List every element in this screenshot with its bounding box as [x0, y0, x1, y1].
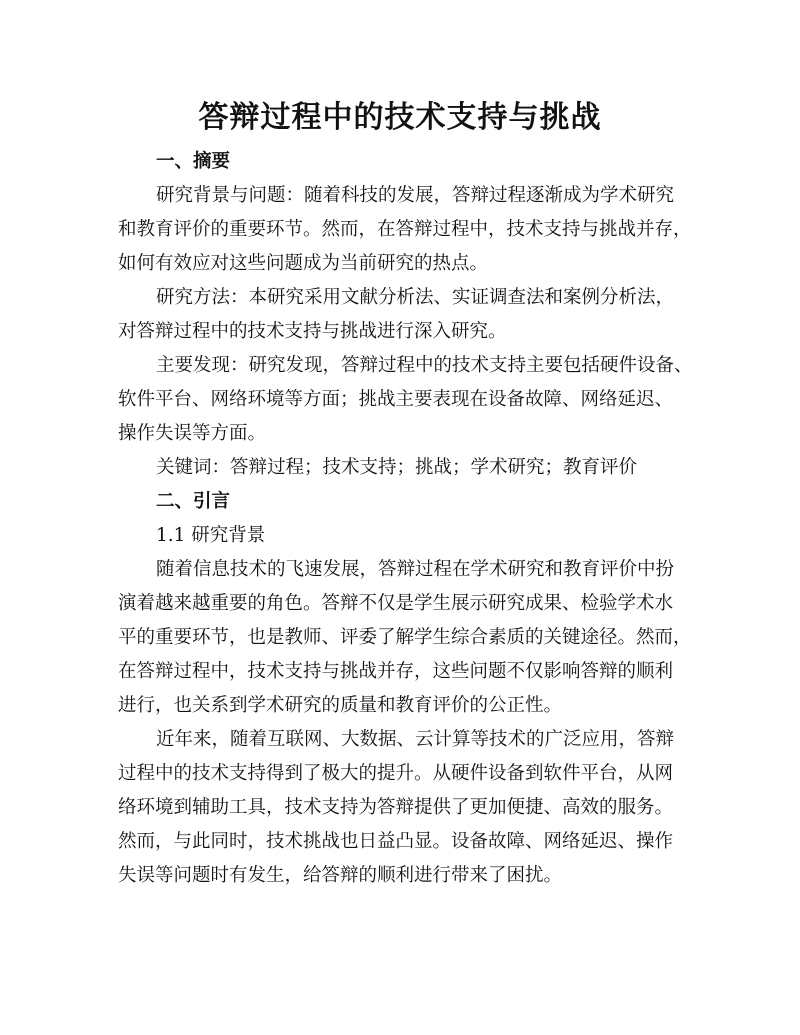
text-line: 在答辩过程中，技术支持与挑战并存，这些问题不仅影响答辩的顺利 [118, 661, 674, 682]
document-body [118, 145, 693, 893]
text-line: 演着越来越重要的角色。答辩不仅是学生展示研究成果、检验学术水 [118, 593, 674, 614]
text-line: 和教育评价的重要环节。然而，在答辩过程中，技术支持与挑战并存， [118, 219, 692, 240]
section-heading: 二、引言 [156, 491, 231, 512]
text-line: 主要发现：研究发现，答辩过程中的技术支持主要包括硬件设备、 [156, 355, 693, 376]
text-line: 1.1 研究背景 [156, 525, 266, 546]
text-line: 对答辩过程中的技术支持与挑战进行深入研究。 [118, 321, 507, 342]
text-line: 软件平台、网络环境等方面；挑战主要表现在设备故障、网络延迟、 [118, 389, 674, 410]
text-line: 关键词：答辩过程；技术支持；挑战；学术研究；教育评价 [156, 457, 638, 478]
section-heading: 一、摘要 [156, 151, 231, 172]
document-title: 答辩过程中的技术支持与挑战 [198, 100, 602, 135]
text-line: 然而，与此同时，技术挑战也日益凸显。设备故障、网络延迟、操作 [118, 831, 674, 852]
text-line: 失误等问题时有发生，给答辩的顺利进行带来了困扰。 [118, 865, 563, 886]
text-line: 近年来，随着互联网、大数据、云计算等技术的广泛应用，答辩 [156, 729, 675, 750]
text-line: 研究方法：本研究采用文献分析法、实证调查法和案例分析法， [156, 287, 675, 308]
text-line: 研究背景与问题：随着科技的发展，答辩过程逐渐成为学术研究 [156, 185, 675, 206]
text-line: 平的重要环节，也是教师、评委了解学生综合素质的关键途径。然而， [118, 627, 692, 648]
text-line: 如何有效应对这些问题成为当前研究的热点。 [118, 253, 489, 274]
text-line: 随着信息技术的飞速发展，答辩过程在学术研究和教育评价中扮 [156, 559, 675, 580]
text-line: 过程中的技术支持得到了极大的提升。从硬件设备到软件平台，从网 [118, 763, 674, 784]
text-line: 操作失误等方面。 [118, 423, 267, 444]
text-line: 络环境到辅助工具，技术支持为答辩提供了更加便捷、高效的服务。 [118, 797, 674, 818]
text-line: 进行，也关系到学术研究的质量和教育评价的公正性。 [118, 695, 563, 716]
